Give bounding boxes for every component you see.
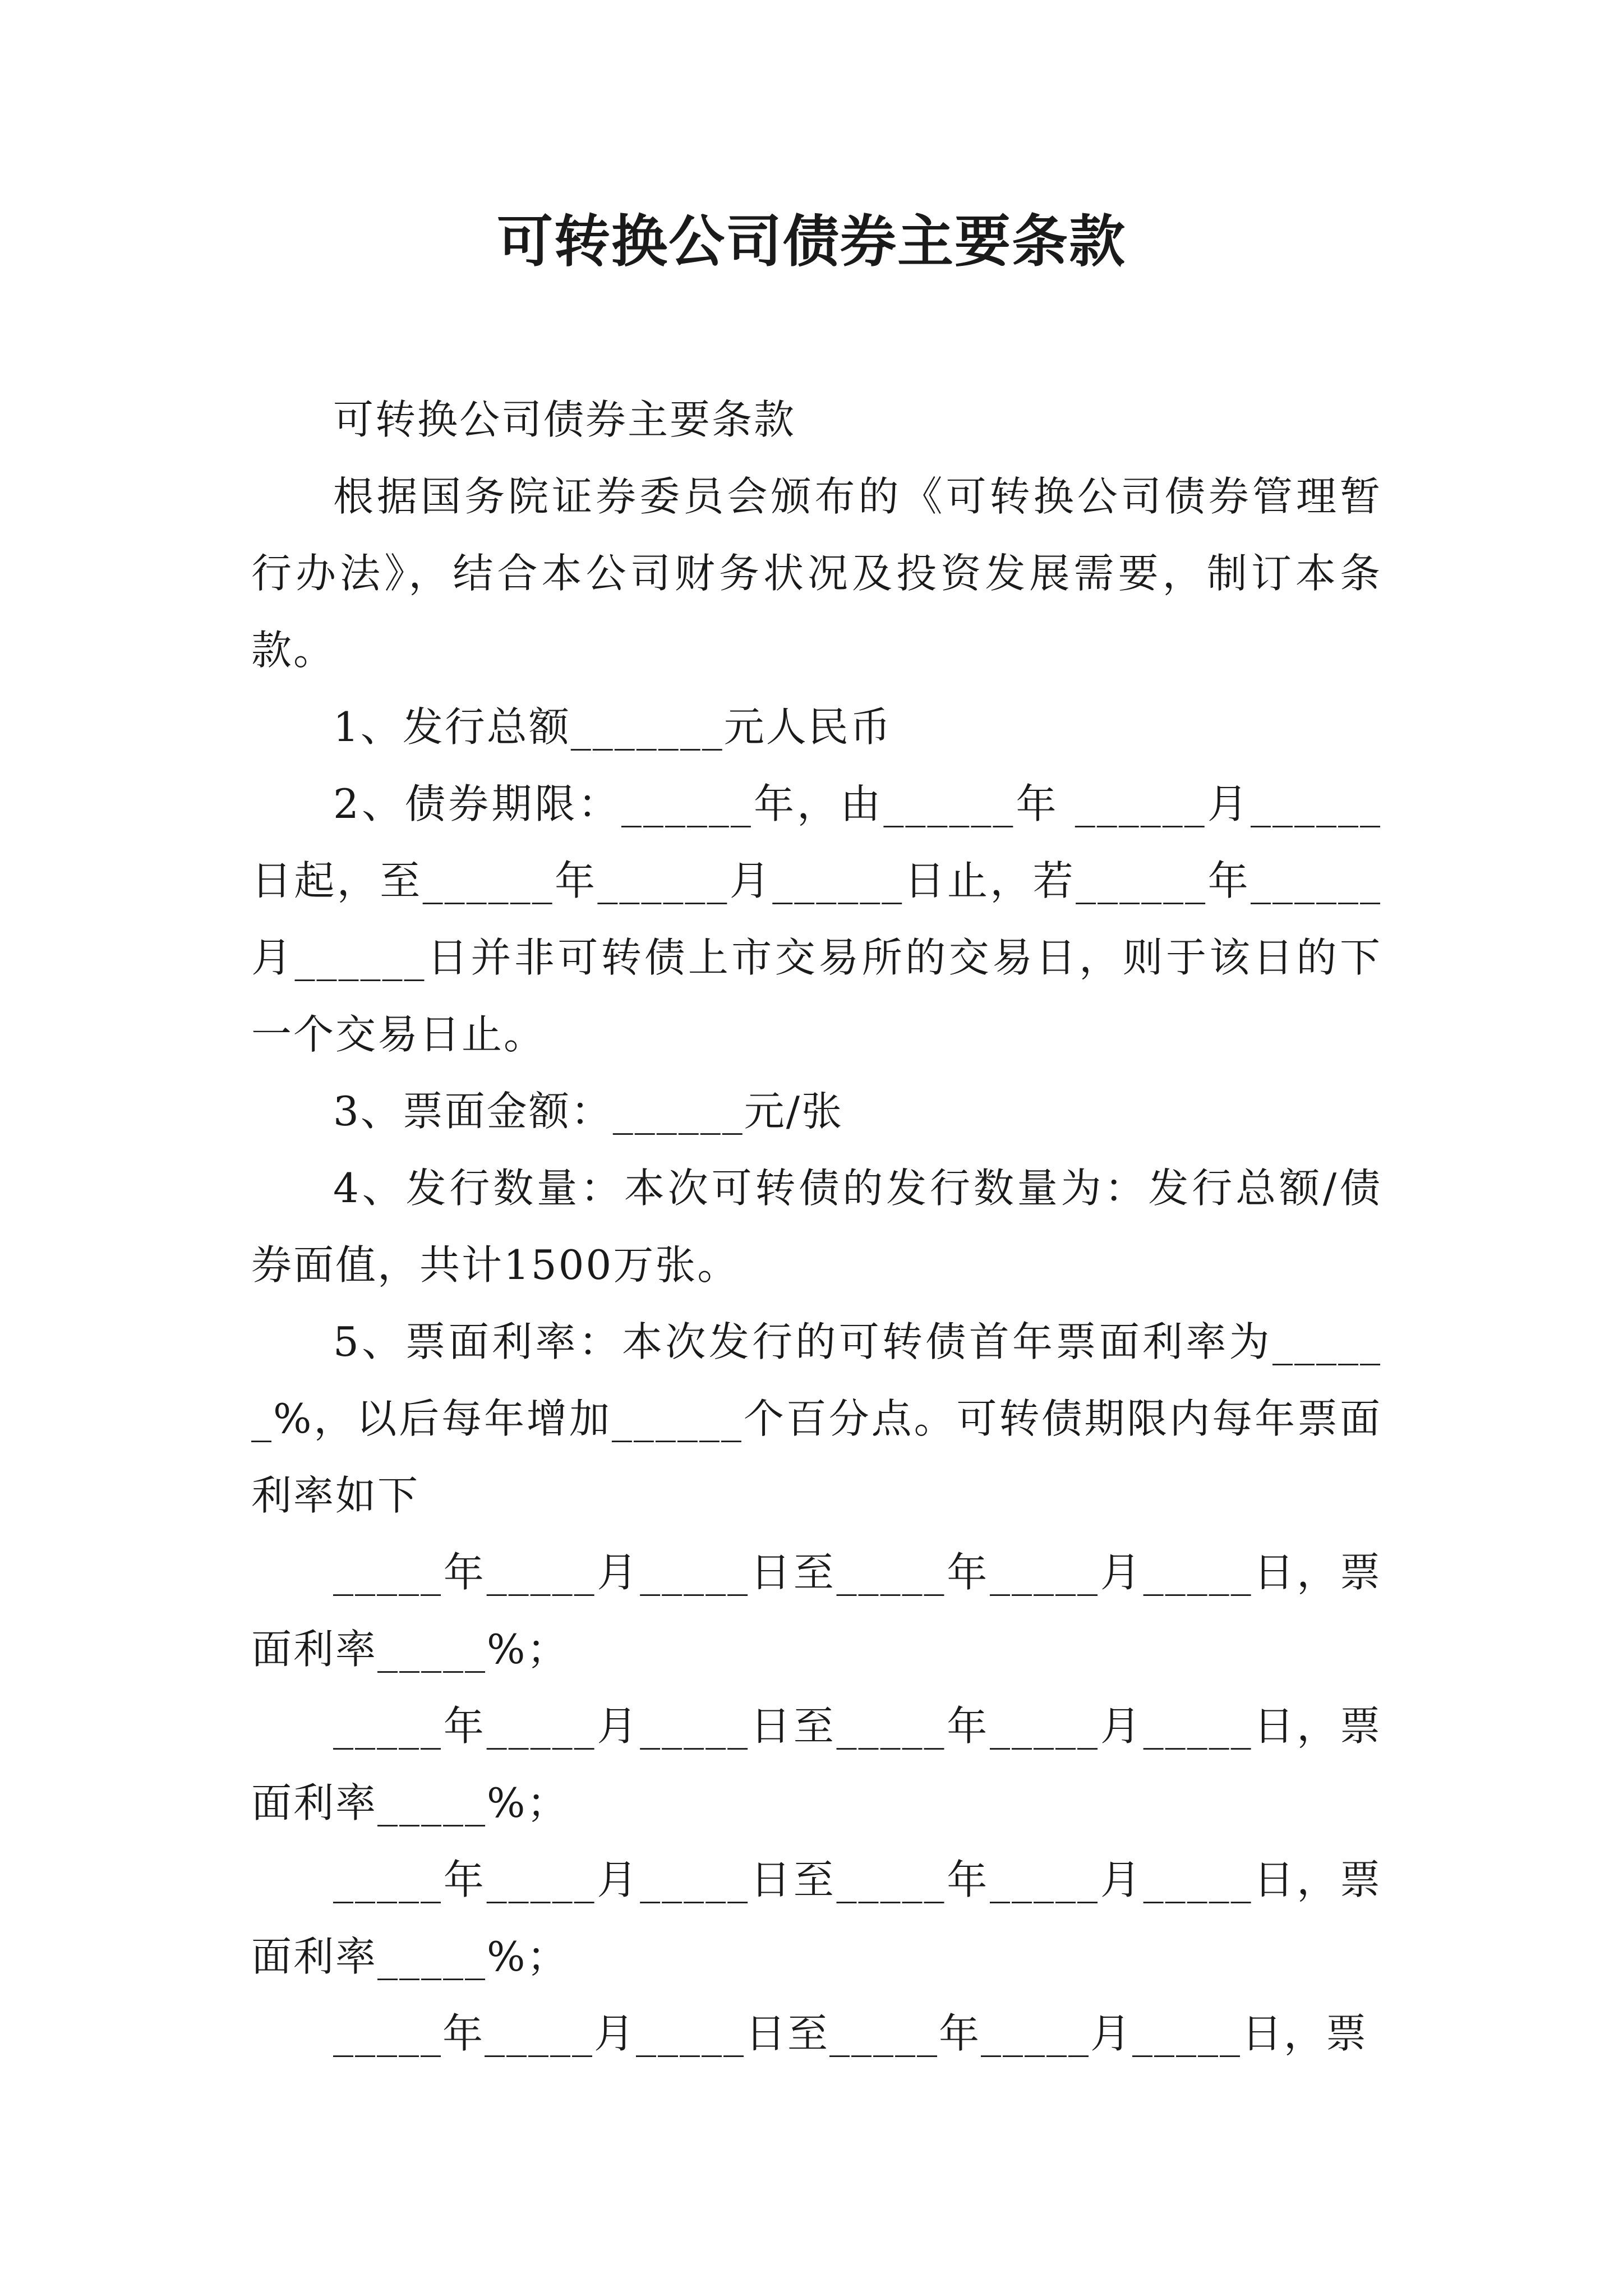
- clause-2-bond-term: 2、债券期限：______年，由______年 ______月______日起，至______年______月______日止，若______年______月______日并非可转债上市交易所的交易日，则于该日的下一个交易日止。: [251, 780, 1382, 1058]
- clause-1-total-issue: 1、发行总额_______元人民币: [333, 703, 892, 751]
- clause-5-coupon-rate: 5、票面利率：本次发行的可转债首年票面利率为______%，以后每年增加______个百分点。可转债期限内每年票面利率如下: [251, 1318, 1382, 1519]
- coupon-rate-line-2: _____年_____月_____日至_____年_____月_____日，票面利率_____%；: [251, 1703, 1382, 1826]
- paragraph-preamble: 根据国务院证券委员会颁布的《可转换公司债券管理暂行办法》，结合本公司财务状况及投资发展需要，制订本条款。: [251, 473, 1382, 674]
- clause-4-issue-quantity: 4、发行数量：本次可转债的发行数量为：发行总额/债券面值，共计1500万张。: [251, 1165, 1382, 1289]
- coupon-rate-line-1: _____年_____月_____日至_____年_____月_____日，票面利率_____%；: [251, 1549, 1382, 1673]
- paragraph-subtitle: 可转换公司债券主要条款: [333, 396, 796, 443]
- coupon-rate-line-3: _____年_____月_____日至_____年_____月_____日，票面利率_____%；: [251, 1856, 1382, 1980]
- document-body: [251, 381, 1382, 2072]
- clause-3-face-value: 3、票面金额：______元/张: [333, 1088, 844, 1135]
- coupon-rate-line-4: _____年_____月_____日至_____年_____月_____日，票: [333, 2010, 1368, 2057]
- document-title: 可转换公司债券主要条款: [497, 208, 1126, 274]
